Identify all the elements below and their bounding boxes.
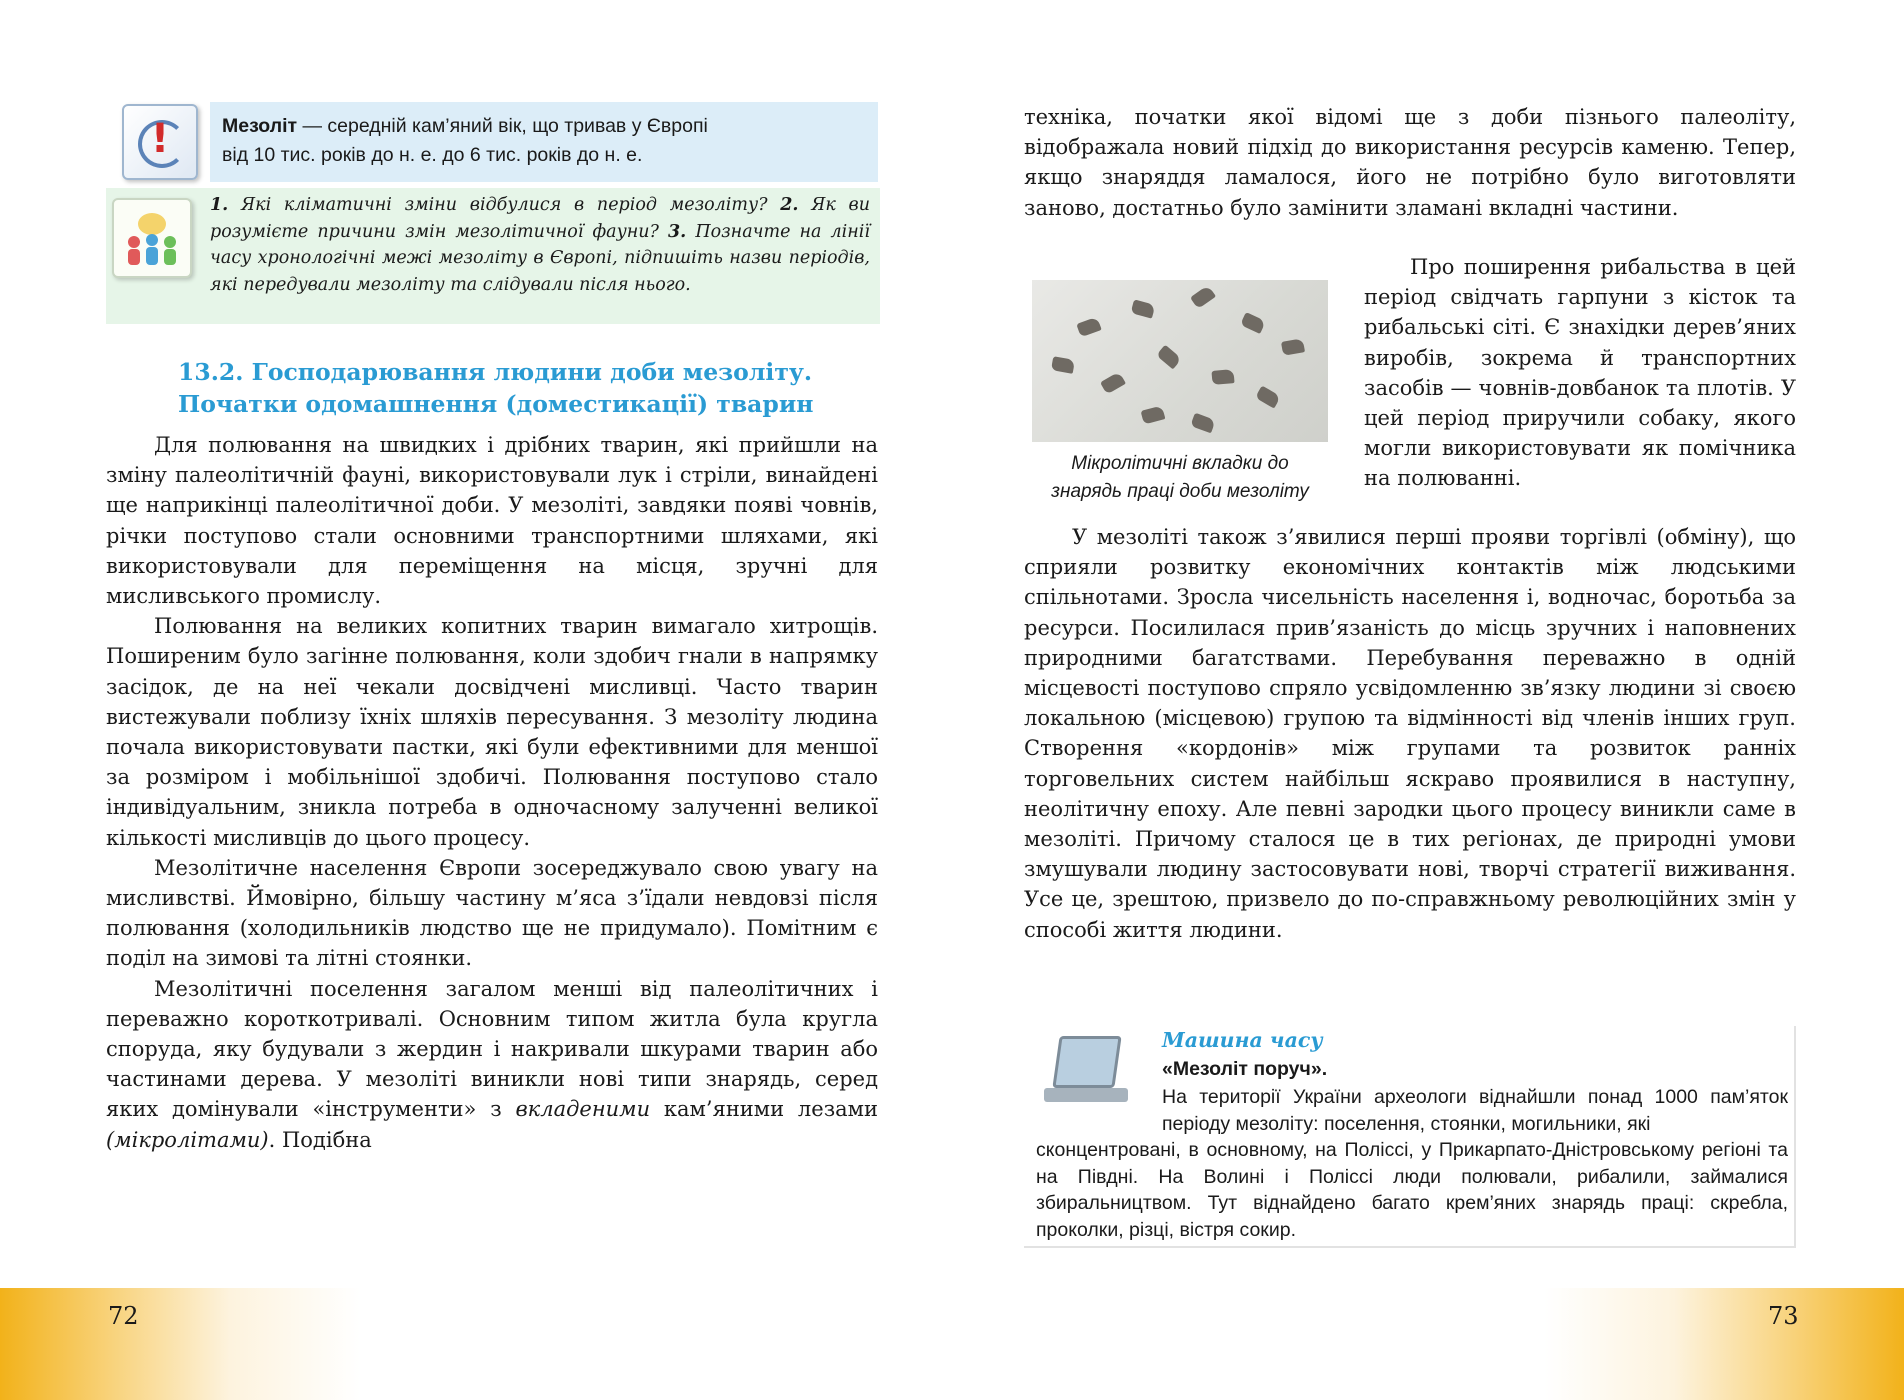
paragraph: Мезолітичні поселення загалом менші від палеолітичних і переважно короткотривалі. Основним типом житла була кругла споруда, яку будували з жердин і накривали шкурами тварин або частинами дерева. У мезоліті виникли нові типи знарядь, серед яких домінували «інструменти» з вкладеними кам’яними лезами (мікролітами). Подібна: [106, 976, 878, 1152]
paragraph: Мезолітичне населення Європи зосереджувало свою увагу на мисливстві. Ймовірно, більшу частину м’яса з’їдали невдовзі після полювання (холодильників людство ще не придумало). Помітним є поділ на зимові та літні стоянки.: [106, 855, 878, 971]
fishing-paragraph: Про поширення рибальства в цей період свідчать гарпуни з кісток та рибальські сіті. Є знахідки дерев’яних виробів, зокрема й транспортних засобів — човнів-довбанок та плотів. У цей період приручили собаку, якого могли використовувати як помічника на полюванні.: [1364, 255, 1796, 491]
paragraph: Для полювання на швидких і дрібних тварин, які прийшли на зміну палеолітичній фауні, використовували лук і стріли, винайдені ще наприкінці палеолітичної доби. У мезоліті, завдяки появі човнів, річки поступово стали основними транспортними шляхами, які використовували для переміщення на місця, зручні для мисливського промислу.: [106, 433, 878, 609]
time-machine-title: Машина часу: [1162, 1028, 1323, 1052]
page-number-left: 72: [108, 1302, 139, 1330]
page-number-right: 73: [1768, 1302, 1799, 1330]
time-machine-text: сконцентровані, в основному, на Поліссі, у Прикарпато-Дністровському регіоні та на Півдні. На Волині і Поліссі люди полювали, рибалили, займалися збиральництвом. Тут віднайдено багато крем’яних знарядь праці: скребла, проколки, різці, вістря сокир.: [1036, 1139, 1788, 1241]
continuation-paragraph: техніка, початки якої відомі ще з доби пізнього палеоліту, відображала новий підхід до використання ресурсів каменю. Тепер, якщо знаряддя ламалося, його не потрібно було виготовляти заново, достатньо було замінити зламані вкладні частини.: [1024, 105, 1796, 220]
time-machine-text: На території України археологи віднайшли понад 1000 пам’яток періоду мезоліту: поселення, стоянки, могильники, які: [1162, 1086, 1788, 1135]
definition-text: Мезоліт — середній кам’яний вік, що тривав у Європі від 10 тис. років до н. е. до 6 тис. років до н. е.: [222, 115, 708, 166]
microlith-photo: [1032, 280, 1328, 442]
questions-text: 1. Які кліматичні зміни відбулися в період мезоліту? 2. Як ви розумієте причини змін мезолітичної фауни? 3. Позначте на лінії часу хронологічні межі мезоліту в Європі, підпишіть назви періодів, які передували мезоліту та слідували після нього.: [210, 195, 871, 295]
exclamation-icon: !: [122, 104, 198, 180]
section-heading: 13.2. Господарювання людини доби мезоліту. Початки одомашнення (доместикації) тварин: [178, 358, 814, 418]
group-discussion-icon: [112, 198, 192, 278]
paragraph: Полювання на великих копитних тварин вимагало хитрощів. Поширеним було загінне полювання, коли здобич гнали в напрямку засідок, де на неї чекали досвідчені мисливці. Часто тварин вистежували поблизу їхніх шляхів пересування. З мезоліту людина почала використовувати пастки, які були ефективними для меншої за розміром і мобільнішої здобичі. Полювання поступово стало індивідуальним, зникла потреба в одночасному залученні великої кількості мисливців до цього процесу.: [106, 614, 878, 850]
bottom-color-band: [0, 1288, 1904, 1400]
photo-caption: Мікролітичні вкладки до знарядь праці доби мезоліту: [1051, 453, 1309, 502]
time-machine-subtitle: «Мезоліт поруч».: [1162, 1058, 1328, 1080]
definition-term: Мезоліт: [222, 115, 298, 137]
trade-paragraph: У мезоліті також з’явилися перші прояви торгівлі (обміну), що сприяли розвитку економічних контактів між людськими спільнотами. Зросла чисельність населення і, водночас, боротьба за ресурси. Посилилася прив’язаність до місць зручних і наповнених природними багатствами. Перебування переважно в одній місцевості поступово спряло усвідомленню зв’язку людини зі своєю локальною (місцевою) групою та відмінності від членів інших груп. Створення «кордонів» між групами та розвиток ранніх торговельних систем найбільш яскраво проявилися в наступну, неолітичну епоху. Але певні зародки цього процесу виникли саме в мезоліті. Причому сталося це в тих регіонах, де природні умови змушували людину застосовувати нові, творчі стратегії виживання. Усе це, зрештою, призвело до по-справжньому революційних змін у способі життя людини.: [1024, 525, 1796, 942]
left-body-text: [106, 430, 878, 1155]
computer-icon: [1036, 1030, 1136, 1112]
